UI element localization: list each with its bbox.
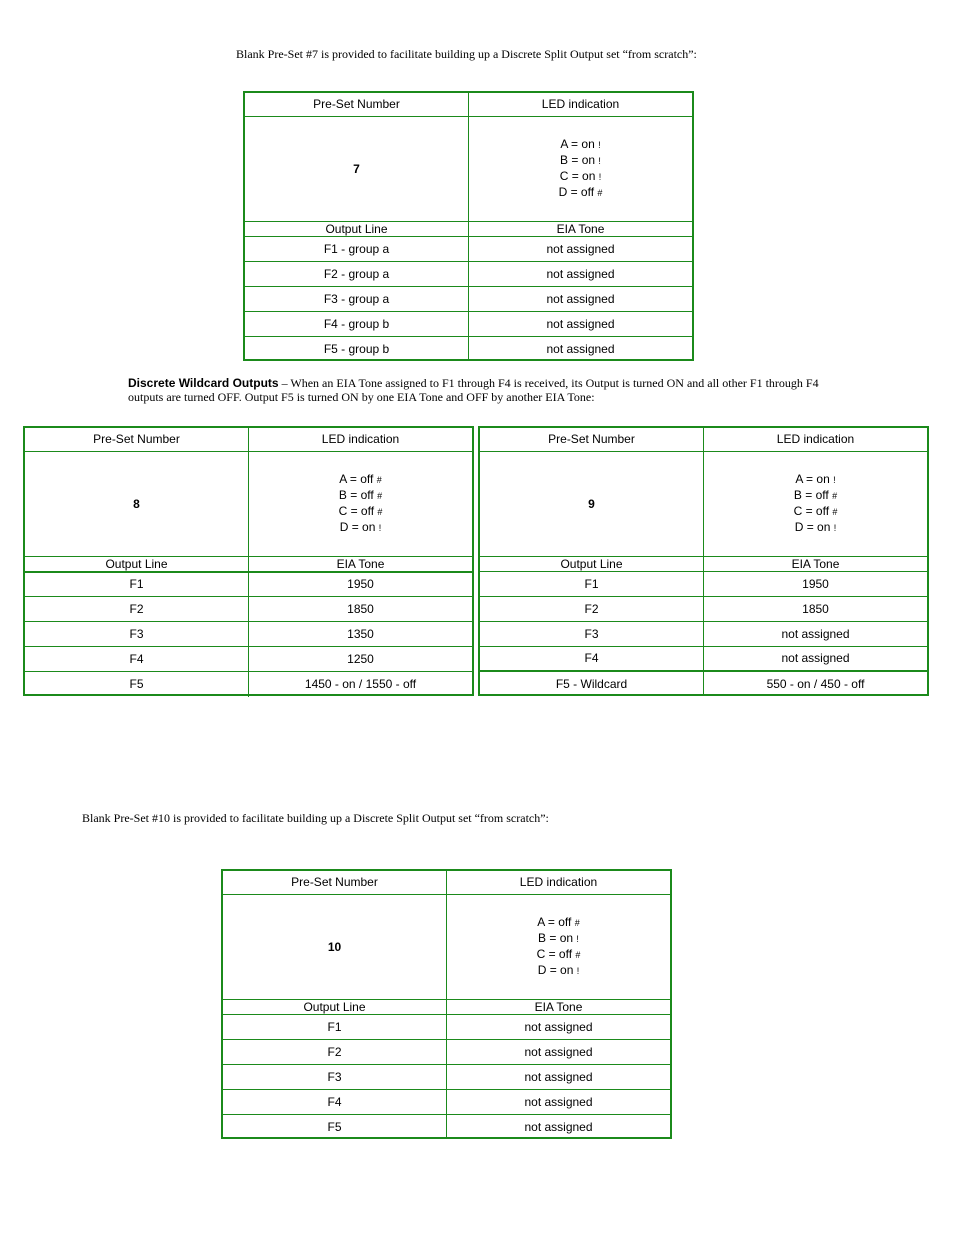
output-line: F4 xyxy=(480,646,704,671)
output-line: F3 xyxy=(480,621,704,646)
led-indication xyxy=(249,451,473,556)
eia-tone: not assigned xyxy=(469,336,693,361)
header-eia-tone: EIA Tone xyxy=(704,556,928,571)
led-c: C = off # xyxy=(536,946,581,961)
led-b: B = off # xyxy=(338,487,383,502)
output-line: F3 xyxy=(25,622,249,647)
eia-tone: not assigned xyxy=(447,1089,671,1114)
header-led-indication: LED indication xyxy=(249,428,473,451)
led-indication xyxy=(447,894,671,999)
output-line: F1 - group a xyxy=(245,236,469,261)
output-line: F4 xyxy=(25,647,249,672)
led-d: D = on ! xyxy=(794,519,837,534)
led-b: B = on ! xyxy=(560,152,601,167)
eia-tone: not assigned xyxy=(447,1064,671,1089)
output-line: F5 - group b xyxy=(245,336,469,361)
output-line: F2 xyxy=(223,1039,447,1064)
eia-tone: 1850 xyxy=(704,596,928,621)
header-preset-number: Pre-Set Number xyxy=(245,93,469,116)
led-c: C = on ! xyxy=(559,168,602,183)
output-line: F1 xyxy=(480,571,704,596)
led-c: C = off # xyxy=(338,503,383,518)
preset-number: 7 xyxy=(245,116,469,221)
header-eia-tone: EIA Tone xyxy=(447,999,671,1014)
led-c: C = off # xyxy=(793,503,838,518)
led-b: B = off # xyxy=(793,487,838,502)
led-d: D = on ! xyxy=(339,519,382,534)
led-a: A = off # xyxy=(339,471,382,486)
eia-tone: not assigned xyxy=(469,286,693,311)
output-line: F5 - Wildcard xyxy=(480,671,704,696)
eia-tone: not assigned xyxy=(469,261,693,286)
intro-preset-10: Blank Pre-Set #10 is provided to facilitate building up a Discrete Split Output set “from scratch”: xyxy=(82,811,549,825)
eia-tone: 550 - on / 450 - off xyxy=(704,671,928,696)
header-preset-number: Pre-Set Number xyxy=(25,428,249,451)
header-output-line: Output Line xyxy=(25,556,249,572)
header-output-line: Output Line xyxy=(245,221,469,236)
eia-tone: 1350 xyxy=(249,622,473,647)
preset-number: 8 xyxy=(25,451,249,556)
eia-tone: 1250 xyxy=(249,647,473,672)
preset-table-9 xyxy=(478,426,929,696)
output-line: F2 - group a xyxy=(245,261,469,286)
output-line: F5 xyxy=(223,1114,447,1139)
eia-tone: not assigned xyxy=(447,1014,671,1039)
header-eia-tone: EIA Tone xyxy=(469,221,693,236)
output-line: F2 xyxy=(25,597,249,622)
led-indication xyxy=(704,451,928,556)
eia-tone: 1950 xyxy=(704,571,928,596)
eia-tone: 1450 - on / 1550 - off xyxy=(249,672,473,697)
preset-number: 9 xyxy=(480,451,704,556)
preset-table-7 xyxy=(243,91,694,361)
header-preset-number: Pre-Set Number xyxy=(480,428,704,451)
eia-tone: 1950 xyxy=(249,572,473,597)
output-line: F2 xyxy=(480,596,704,621)
header-led-indication: LED indication xyxy=(704,428,928,451)
output-line: F4 xyxy=(223,1089,447,1114)
wildcard-line-1: Discrete Wildcard Outputs – When an EIA Tone assigned to F1 through F4 is received, its Output is turned ON and all other F1 through F4 xyxy=(128,376,819,390)
output-line: F4 - group b xyxy=(245,311,469,336)
eia-tone: not assigned xyxy=(704,621,928,646)
header-preset-number: Pre-Set Number xyxy=(223,871,447,894)
led-indication xyxy=(469,116,693,221)
eia-tone: not assigned xyxy=(704,646,928,671)
wildcard-line-2: outputs are turned OFF. Output F5 is turned ON by one EIA Tone and OFF by another EIA Tone: xyxy=(128,390,595,404)
header-output-line: Output Line xyxy=(480,556,704,571)
led-d: D = off # xyxy=(558,184,603,199)
led-a: A = off # xyxy=(537,914,580,929)
header-eia-tone: EIA Tone xyxy=(249,556,473,572)
eia-tone: not assigned xyxy=(447,1039,671,1064)
led-a: A = on ! xyxy=(560,136,601,151)
eia-tone: not assigned xyxy=(469,236,693,261)
output-line: F3 - group a xyxy=(245,286,469,311)
led-b: B = on ! xyxy=(538,930,579,945)
wildcard-paragraph xyxy=(128,376,868,404)
output-line: F3 xyxy=(223,1064,447,1089)
preset-table-10 xyxy=(221,869,672,1139)
output-line: F5 xyxy=(25,672,249,697)
wildcard-heading: Discrete Wildcard Outputs xyxy=(128,376,279,390)
header-led-indication: LED indication xyxy=(469,93,693,116)
output-line: F1 xyxy=(223,1014,447,1039)
eia-tone: 1850 xyxy=(249,597,473,622)
output-line: F1 xyxy=(25,572,249,597)
intro-preset-7: Blank Pre-Set #7 is provided to facilitate building up a Discrete Split Output set “from scratch”: xyxy=(236,47,697,61)
header-led-indication: LED indication xyxy=(447,871,671,894)
header-output-line: Output Line xyxy=(223,999,447,1014)
preset-number: 10 xyxy=(223,894,447,999)
preset-table-8 xyxy=(23,426,474,696)
led-a: A = on ! xyxy=(795,471,836,486)
led-d: D = on ! xyxy=(537,962,580,977)
eia-tone: not assigned xyxy=(447,1114,671,1139)
eia-tone: not assigned xyxy=(469,311,693,336)
